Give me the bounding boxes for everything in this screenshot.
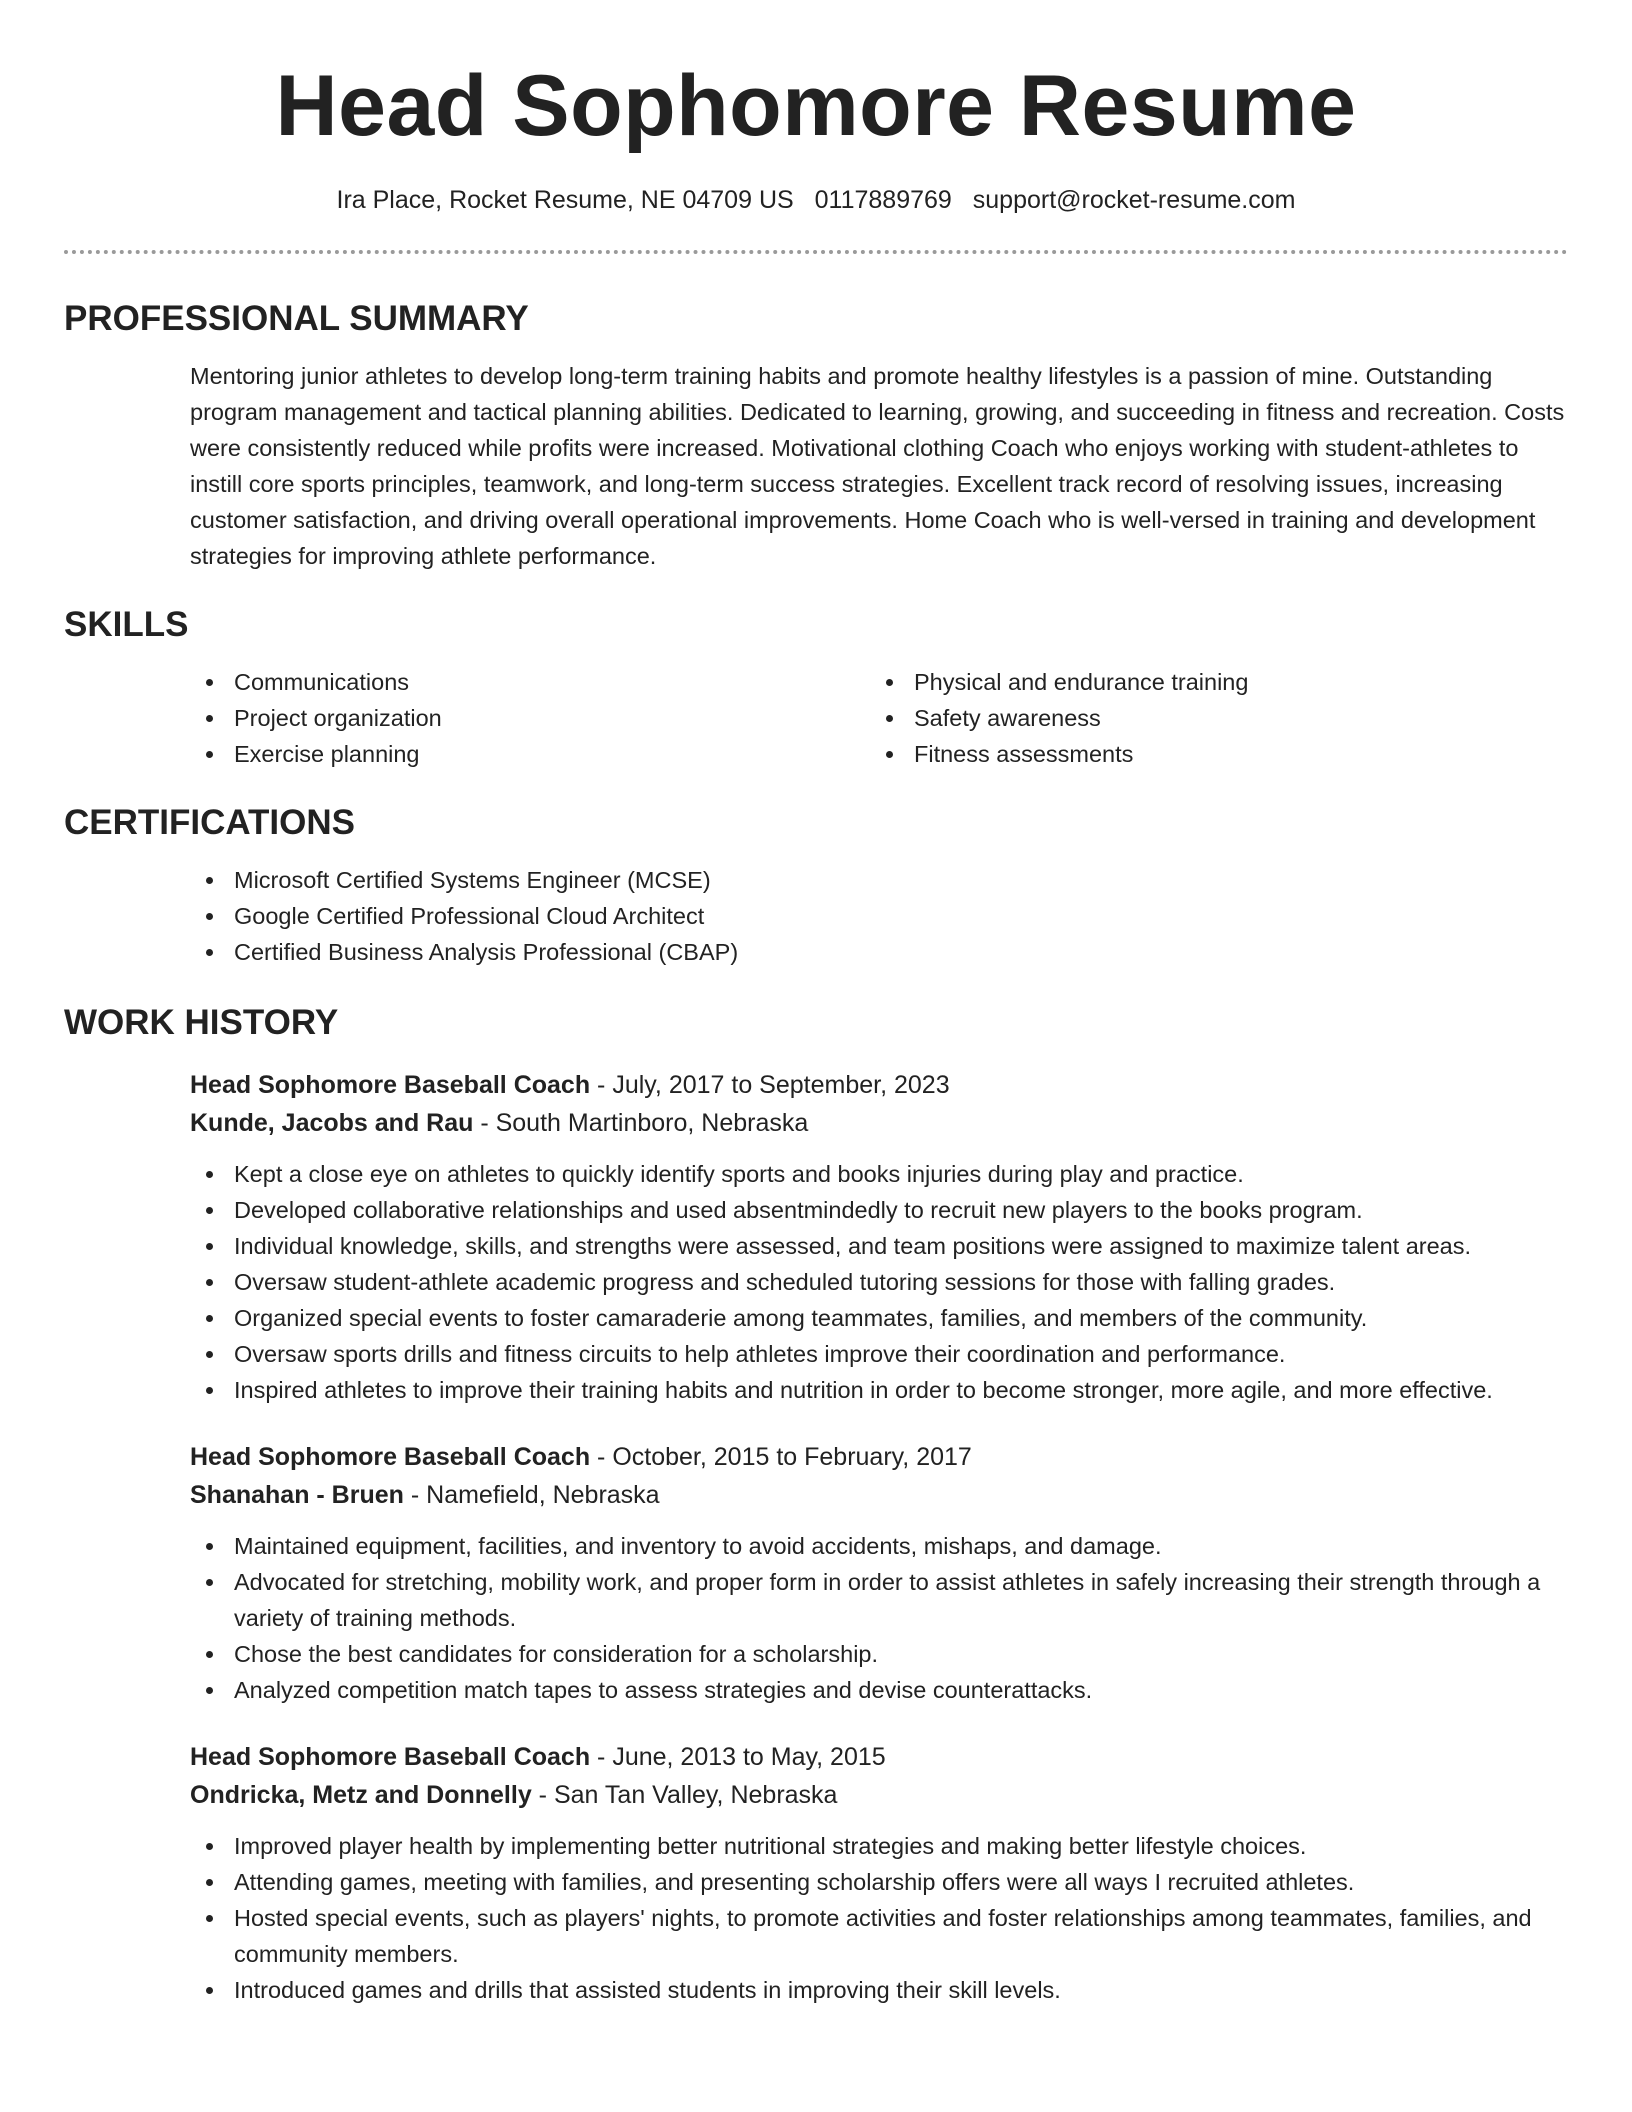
job-bullet: Chose the best candidates for consideration for a scholarship. bbox=[190, 1636, 1568, 1672]
certification-item: Microsoft Certified Systems Engineer (MCSE) bbox=[190, 862, 1568, 898]
contact-email: support@rocket-resume.com bbox=[972, 186, 1296, 214]
work-history-section bbox=[64, 1002, 1568, 2008]
job-bullet: Oversaw student-athlete academic progress and scheduled tutoring sessions for those with falling grades. bbox=[190, 1264, 1568, 1300]
job-company-line bbox=[190, 1776, 1568, 1814]
header-divider bbox=[64, 250, 1568, 254]
job-title-line bbox=[190, 1738, 1568, 1776]
skill-item: Fitness assessments bbox=[870, 736, 1550, 772]
contact-address: Ira Place, Rocket Resume, NE 04709 US bbox=[336, 186, 794, 214]
work-history-heading: WORK HISTORY bbox=[64, 1003, 339, 1042]
job-location: - South Martinboro, Nebraska bbox=[473, 1109, 809, 1137]
skill-item: Communications bbox=[190, 664, 870, 700]
skill-item: Project organization bbox=[190, 700, 870, 736]
certifications-list bbox=[190, 862, 1568, 970]
skills-column-right bbox=[870, 664, 1550, 772]
job-company: Shanahan - Bruen bbox=[190, 1481, 404, 1509]
job-bullet: Kept a close eye on athletes to quickly identify sports and books injuries during play and practice. bbox=[190, 1156, 1568, 1192]
job-bullets bbox=[190, 1156, 1568, 1408]
job-bullet: Advocated for stretching, mobility work, and proper form in order to assist athletes in safely increasing their strength through a variety of training methods. bbox=[190, 1564, 1568, 1636]
job-company-line bbox=[190, 1476, 1568, 1514]
job-bullet: Organized special events to foster camaraderie among teammates, families, and members of the community. bbox=[190, 1300, 1568, 1336]
certification-item: Certified Business Analysis Professional (CBAP) bbox=[190, 934, 1568, 970]
job-bullet: Attending games, meeting with families, and presenting scholarship offers were all ways I recruited athletes. bbox=[190, 1864, 1568, 1900]
job-role: Head Sophomore Baseball Coach bbox=[190, 1443, 591, 1471]
resume-page bbox=[64, 0, 1568, 2008]
certification-item: Google Certified Professional Cloud Architect bbox=[190, 898, 1568, 934]
job-bullet: Maintained equipment, facilities, and inventory to avoid accidents, mishaps, and damage. bbox=[190, 1528, 1568, 1564]
skill-item: Exercise planning bbox=[190, 736, 870, 772]
certifications-section bbox=[64, 802, 1568, 970]
resume-title: Head Sophomore Resume bbox=[275, 58, 1357, 154]
skills-section bbox=[64, 604, 1568, 772]
job-location: - San Tan Valley, Nebraska bbox=[531, 1781, 838, 1809]
skill-item: Safety awareness bbox=[870, 700, 1550, 736]
job-dates: - July, 2017 to September, 2023 bbox=[590, 1071, 950, 1099]
job-entry bbox=[190, 1438, 1568, 1708]
job-bullet: Individual knowledge, skills, and strengths were assessed, and team positions were assigned to maximize talent areas. bbox=[190, 1228, 1568, 1264]
skill-item: Physical and endurance training bbox=[870, 664, 1550, 700]
job-role: Head Sophomore Baseball Coach bbox=[190, 1071, 591, 1099]
summary-heading: PROFESSIONAL SUMMARY bbox=[64, 299, 529, 338]
contact-phone: 0117889769 bbox=[814, 186, 952, 214]
summary-text: Mentoring junior athletes to develop long-term training habits and promote healthy lifestyles is a passion of mine. Outstanding program management and tactical planning abilities. Dedicated to learning, growing, and succeeding in fitness and recreation. Costs were consistently reduced while profits were increased. Motivational clothing Coach who enjoys working with student-athletes to instill core sports principles, teamwork, and long-term success strategies. Excellent track record of resolving issues, increasing customer satisfaction, and driving overall operational improvements. Home Coach who is well-versed in training and development strategies for improving athlete performance. bbox=[190, 363, 1565, 569]
skills-heading: SKILLS bbox=[64, 605, 189, 644]
job-company: Ondricka, Metz and Donnelly bbox=[190, 1781, 532, 1809]
skills-column-left bbox=[190, 664, 870, 772]
job-bullet: Introduced games and drills that assisted students in improving their skill levels. bbox=[190, 1972, 1568, 2008]
job-company-line bbox=[190, 1104, 1568, 1142]
job-title-line bbox=[190, 1066, 1568, 1104]
job-role: Head Sophomore Baseball Coach bbox=[190, 1743, 591, 1771]
skills-grid bbox=[190, 664, 1568, 772]
job-bullet: Analyzed competition match tapes to assess strategies and devise counterattacks. bbox=[190, 1672, 1568, 1708]
job-bullets bbox=[190, 1828, 1568, 2008]
job-entry bbox=[190, 1066, 1568, 1408]
job-bullet: Improved player health by implementing better nutritional strategies and making better lifestyle choices. bbox=[190, 1828, 1568, 1864]
job-location: - Namefield, Nebraska bbox=[403, 1481, 660, 1509]
job-title-line bbox=[190, 1438, 1568, 1476]
job-bullets bbox=[190, 1528, 1568, 1708]
summary-section bbox=[64, 298, 1568, 574]
job-company: Kunde, Jacobs and Rau bbox=[190, 1109, 474, 1137]
job-dates: - June, 2013 to May, 2015 bbox=[590, 1743, 886, 1771]
job-dates: - October, 2015 to February, 2017 bbox=[590, 1443, 972, 1471]
certifications-heading: CERTIFICATIONS bbox=[64, 803, 356, 842]
job-bullet: Hosted special events, such as players' nights, to promote activities and foster relationships among teammates, families, and community members. bbox=[190, 1900, 1568, 1972]
job-entry bbox=[190, 1738, 1568, 2008]
contact-line bbox=[64, 184, 1568, 216]
job-bullet: Developed collaborative relationships and used absentmindedly to recruit new players to the books program. bbox=[190, 1192, 1568, 1228]
job-bullet: Inspired athletes to improve their training habits and nutrition in order to become stronger, more agile, and more effective. bbox=[190, 1372, 1568, 1408]
job-bullet: Oversaw sports drills and fitness circuits to help athletes improve their coordination and performance. bbox=[190, 1336, 1568, 1372]
